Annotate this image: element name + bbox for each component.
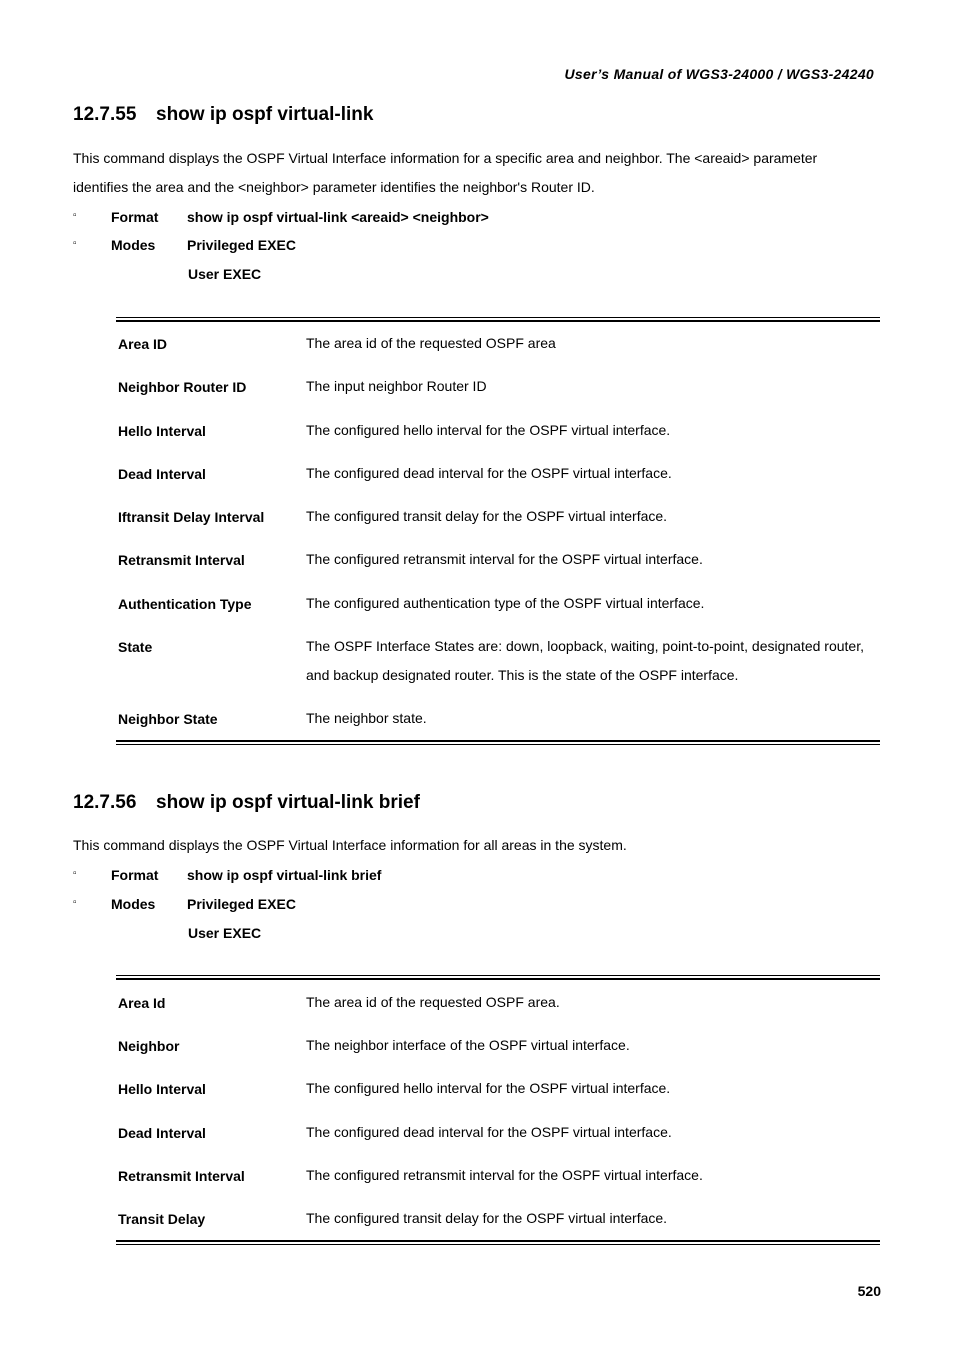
- section-heading: [73, 104, 373, 126]
- bullet-icon: ▫: [73, 210, 77, 221]
- mode-value: Privileged EXEC: [187, 237, 296, 253]
- table-bottom-rule: [116, 1240, 880, 1245]
- mode-value: User EXEC: [188, 266, 262, 282]
- section-title: show ip ospf virtual-link: [156, 104, 374, 125]
- section-title: show ip ospf virtual-link brief: [156, 792, 420, 813]
- mode-value: User EXEC: [188, 925, 262, 941]
- row-description: The configured dead interval for the OSPF virtual interface.: [306, 1124, 672, 1140]
- row-term: Neighbor: [118, 1038, 180, 1054]
- row-description: The configured dead interval for the OSPF virtual interface.: [306, 465, 672, 481]
- row-term: Retransmit Interval: [118, 1168, 245, 1184]
- row-description: The OSPF Interface States are: down, loopback, waiting, point-to-point, designated router, and backup designated router. This is the state of the OSPF interface.: [306, 638, 864, 683]
- bullet-icon: ▫: [73, 868, 77, 879]
- row-term: Iftransit Delay Interval: [118, 509, 265, 525]
- table-top-rule: [116, 975, 880, 980]
- row-description: The area id of the requested OSPF area: [306, 335, 556, 351]
- row-description: The configured hello interval for the OSPF virtual interface.: [306, 422, 671, 438]
- row-term: Area ID: [118, 336, 168, 352]
- row-term: Neighbor State: [118, 711, 218, 727]
- table-top-rule: [116, 317, 880, 322]
- bullet-icon: ▫: [73, 897, 77, 908]
- section-description: This command displays the OSPF Virtual Interface information for all areas in the system.: [73, 837, 627, 853]
- row-term: Retransmit Interval: [118, 552, 245, 568]
- row-description: The input neighbor Router ID: [306, 378, 487, 394]
- row-term: Transit Delay: [118, 1211, 206, 1227]
- row-description: The configured retransmit interval for the OSPF virtual interface.: [306, 1167, 703, 1183]
- format-value: show ip ospf virtual-link <areaid> <neighbor>: [187, 209, 489, 225]
- format-label: Format: [111, 867, 159, 883]
- mode-value: Privileged EXEC: [187, 896, 296, 912]
- section-description: This command displays the OSPF Virtual Interface information for a specific area and neighbor. The <areaid> parameter identifies the area and the <neighbor> parameter identifies the neighbor's Router ID.: [73, 150, 818, 195]
- format-value: show ip ospf virtual-link brief: [187, 867, 382, 883]
- running-header: User’s Manual of WGS3-24000 / WGS3-24240: [564, 66, 874, 82]
- row-description: The configured authentication type of the OSPF virtual interface.: [306, 595, 705, 611]
- row-term: Authentication Type: [118, 596, 252, 612]
- section-heading: [73, 792, 420, 814]
- section-number: 12.7.56: [73, 792, 137, 813]
- row-description: The neighbor state.: [306, 710, 427, 726]
- row-term: Area Id: [118, 995, 166, 1011]
- row-term: State: [118, 639, 153, 655]
- row-description: The area id of the requested OSPF area.: [306, 994, 560, 1010]
- row-term: Hello Interval: [118, 423, 206, 439]
- row-description: The configured hello interval for the OSPF virtual interface.: [306, 1080, 671, 1096]
- row-description: The configured transit delay for the OSPF virtual interface.: [306, 1210, 668, 1226]
- page-number: 520: [857, 1283, 881, 1299]
- row-term: Hello Interval: [118, 1081, 206, 1097]
- bullet-icon: ▫: [73, 238, 77, 249]
- row-description: The configured transit delay for the OSPF virtual interface.: [306, 508, 668, 524]
- modes-label: Modes: [111, 237, 156, 253]
- row-term: Neighbor Router ID: [118, 379, 247, 395]
- section-number: 12.7.55: [73, 104, 137, 125]
- table-bottom-rule: [116, 740, 880, 745]
- format-label: Format: [111, 209, 159, 225]
- row-term: Dead Interval: [118, 1125, 206, 1141]
- row-description: The neighbor interface of the OSPF virtual interface.: [306, 1037, 630, 1053]
- row-description: The configured retransmit interval for the OSPF virtual interface.: [306, 551, 703, 567]
- row-term: Dead Interval: [118, 466, 206, 482]
- modes-label: Modes: [111, 896, 156, 912]
